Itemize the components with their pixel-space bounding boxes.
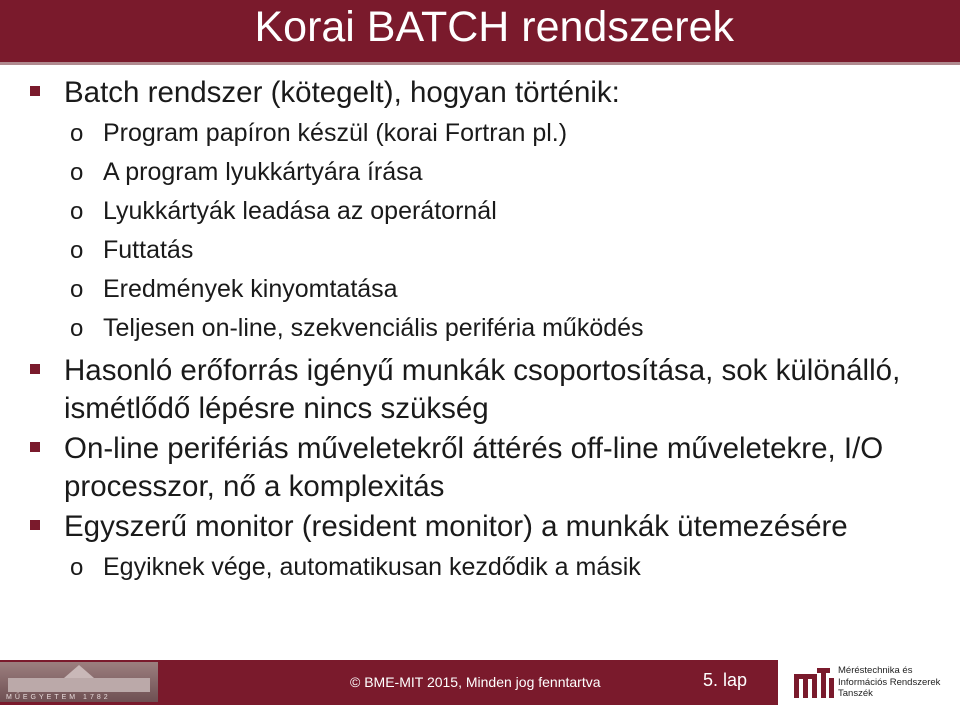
sub-bullet-text: Eredmények kinyomtatása bbox=[103, 275, 398, 303]
sub-bullet-item bbox=[28, 231, 933, 270]
sub-bullet-item bbox=[28, 548, 933, 587]
square-bullet-icon bbox=[30, 86, 40, 96]
sub-bullet-text: Egyiknek vége, automatikusan kezdődik a másik bbox=[103, 553, 641, 581]
slide-content bbox=[28, 74, 933, 587]
campus-caption: MŰEGYETEM 1782 bbox=[6, 694, 111, 701]
circle-bullet-icon: o bbox=[70, 159, 84, 186]
slide-title: Korai BATCH rendszerek bbox=[254, 3, 734, 51]
bullet-text: On-line perifériás műveletekről áttérés off-line műveletekre, I/O processzor, nő a komplexitás bbox=[64, 432, 884, 503]
sub-bullet-item bbox=[28, 192, 933, 231]
sub-bullet-text: Program papíron készül (korai Fortran pl.) bbox=[103, 119, 568, 147]
department-logo bbox=[778, 660, 960, 705]
square-bullet-icon bbox=[30, 364, 40, 374]
copyright-text: © BME-MIT 2015, Minden jog fenntartva bbox=[350, 674, 601, 690]
bullet-item bbox=[28, 508, 933, 546]
sub-bullet-item bbox=[28, 114, 933, 153]
sub-bullet-item bbox=[28, 309, 933, 348]
sub-bullet-text: Teljesen on-line, szekvenciális periféria működés bbox=[103, 314, 644, 342]
bullet-text: Egyszerű monitor (resident monitor) a munkák ütemezésére bbox=[64, 510, 848, 543]
bullet-text: Hasonló erőforrás igényű munkák csoportosítása, sok különálló, ismétlődő lépésre nincs szükség bbox=[64, 354, 901, 425]
square-bullet-icon bbox=[30, 520, 40, 530]
bullet-text: Batch rendszer (kötegelt), hogyan történik: bbox=[64, 76, 620, 109]
department-name: Méréstechnika és Információs Rendszerek Tanszék bbox=[838, 665, 941, 699]
mit-logo-icon bbox=[794, 668, 834, 698]
bullet-item bbox=[28, 352, 933, 428]
circle-bullet-icon: o bbox=[70, 554, 84, 581]
circle-bullet-icon: o bbox=[70, 120, 84, 147]
sub-bullet-item bbox=[28, 153, 933, 192]
university-building-logo bbox=[0, 662, 158, 702]
slide-footer bbox=[0, 660, 960, 705]
bullet-item bbox=[28, 74, 933, 112]
sub-bullet-text: Futtatás bbox=[103, 236, 194, 264]
page-number: 5. lap bbox=[703, 670, 748, 690]
square-bullet-icon bbox=[30, 442, 40, 452]
circle-bullet-icon: o bbox=[70, 237, 84, 264]
sub-bullet-text: A program lyukkártyára írása bbox=[103, 158, 423, 186]
circle-bullet-icon: o bbox=[70, 315, 84, 342]
bullet-item bbox=[28, 430, 933, 506]
sub-bullet-text: Lyukkártyák leadása az operátornál bbox=[103, 197, 497, 225]
sub-bullet-item bbox=[28, 270, 933, 309]
circle-bullet-icon: o bbox=[70, 198, 84, 225]
slide-header bbox=[0, 0, 960, 65]
circle-bullet-icon: o bbox=[70, 276, 84, 303]
